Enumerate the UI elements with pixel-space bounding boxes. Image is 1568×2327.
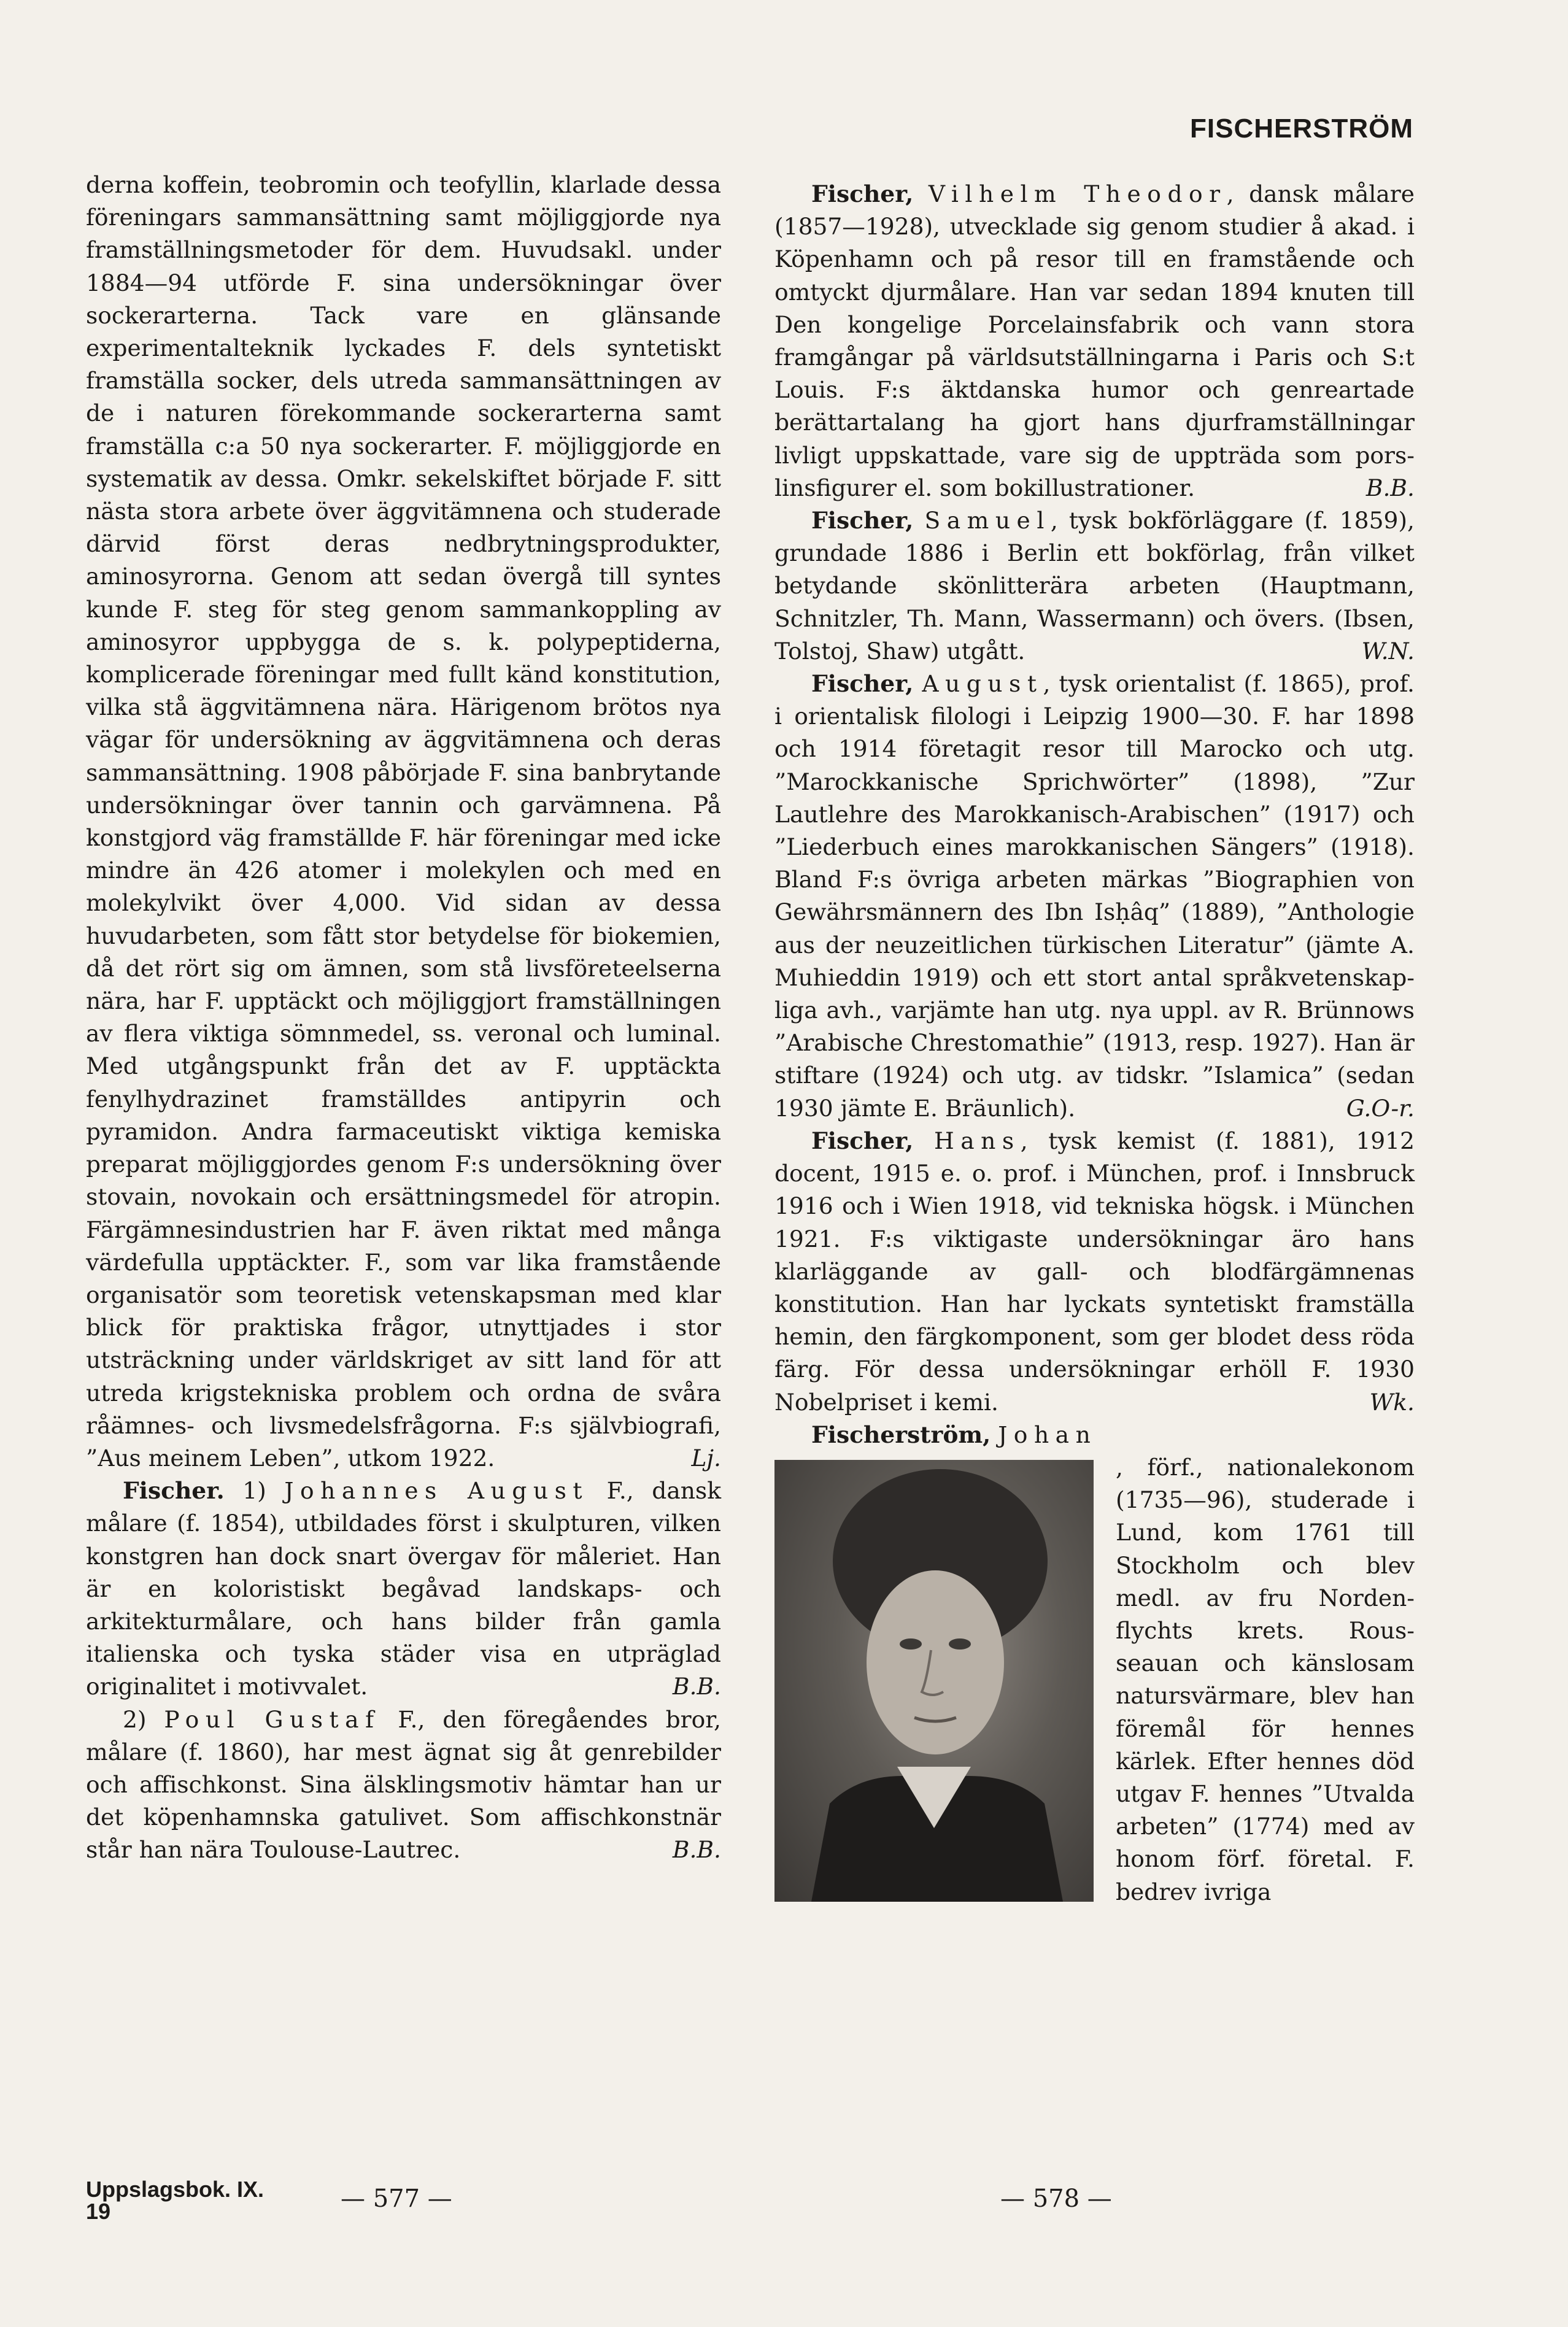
entry-forename: Johan: [998, 1421, 1097, 1448]
entry-fischerstrom-johan: [774, 1419, 1415, 1908]
entry-fischer-hans: [774, 1125, 1415, 1419]
author-signature: B.B.: [1365, 474, 1415, 501]
portrait-drawing: [774, 1460, 1094, 1902]
entry-fischer-august: [774, 668, 1415, 1125]
entry-headword: Fischer,: [811, 1127, 914, 1154]
entry-headword: Fischer,: [811, 180, 914, 207]
entry-headword: Fischer.: [123, 1477, 225, 1505]
entry-fischer-samuel: [774, 504, 1415, 668]
entry-text: , tysk bokförläggare (f. 1859), grundade 1886 i Berlin ett bokförlag, från vilket betydande skönlitterära arbeten (Hauptmann, Schnitzler, Th. Mann, Wassermann) och övers. (Ibsen, Tolstoj, Shaw) utgått.: [774, 507, 1415, 665]
entry-text: , förf., nationalekonom (1735—96), studerade i Lund, kom 1761 till Stockholm och blev medl. av fru Nordenflychts krets. Rousseauan och känslosam natursvärmare, blev han föremål för hennes kärlek. Efter hennes död utgav F. hennes ”Utvalda arbeten” (1774) med av honom förf. företal. F. bedrev ivriga: [1116, 1453, 1415, 1905]
author-signature: B.B.: [672, 1673, 721, 1700]
author-signature: Wk.: [1369, 1388, 1415, 1416]
entry-forename: August: [922, 670, 1043, 698]
entry-fischer-poul: [86, 1704, 721, 1867]
page-number-left: — 577 —: [341, 2185, 452, 2213]
entry-text: F., dansk målare (f. 1854), utbildades först i skulpturen, vilken konstgren han dock snart övergav för måleriet. Han är en koloristiskt begåvad landskaps- och arkitekturmålare, och hans bilder från gamla italienska och tyska städer visa en utpräglad originalitet i motivvalet.: [86, 1477, 721, 1700]
running-head: FISCHERSTRÖM: [1190, 114, 1413, 144]
entry-fischer-vilhelm: [774, 178, 1415, 504]
article-continuation: [86, 169, 721, 1475]
right-column: [774, 178, 1415, 1908]
entry-fischer-johannes: [86, 1475, 721, 1703]
book-volume: Uppslagsbok. IX.: [86, 2177, 265, 2202]
entry-headword: Fischerström,: [811, 1421, 991, 1448]
entry-headword: Fischer,: [811, 507, 914, 534]
entry-number: 1): [242, 1477, 266, 1505]
portrait-image: [774, 1460, 1094, 1902]
entry-forename: Johannes August: [284, 1477, 589, 1505]
entry-forename: Hans: [933, 1127, 1021, 1154]
author-signature: Lj.: [691, 1444, 721, 1472]
portrait-left-eye: [900, 1638, 922, 1650]
entry-forename: Poul Gustaf: [164, 1705, 380, 1733]
footer-book-info: [86, 2178, 264, 2223]
portrait-face: [867, 1570, 1004, 1754]
entry-forename: Vilhelm Theodor: [928, 180, 1227, 207]
entry-forename: Samuel: [924, 507, 1051, 534]
entry-text: , tysk orientalist (f. 1865), prof. i orientalisk filologi i Leipzig 1900—30. F. har 1898 och 1914 företagit resor till Marocko och utg. ”Marockkanische Sprichwörter” (1898), ”Zur Lautlehre des Marokkanisch-Arabischen” (1917) och ”Liederbuch eines marokkanischen Sängers” (1918). Bland F:s övriga arbeten märkas ”Biographien von Gewährsmännern des Ibn Isḥâq” (1889), ”Anthologie aus der neuzeitlichen türkischen Literatur” (jämte A. Muhieddin 1919) och ett stort antal språkvetenskapliga avh., varjämte han utg. nya uppl. av R. Brünnows ”Arabische Chrestomathie” (1913, resp. 1927). Han är stiftare (1924) och utg. av tidskr. ”Islamica” (sedan 1930 jämte E. Bräunlich).: [774, 670, 1415, 1122]
author-signature: G.O-r.: [1346, 1094, 1415, 1122]
author-signature: W.N.: [1361, 637, 1415, 665]
entry-text: , tysk kemist (f. 1881), 1912 docent, 1915 e. o. prof. i München, prof. i Innsbruck 1916 och i Wien 1918, vid tekniska högsk. i München 1921. F:s viktigaste undersökningar äro hans klarläggande av gall- och blodfärgämnenas konstitution. Han har lyckats syntetiskt framställa hemin, den färgkomponent, som ger blodet dess röda färg. För dessa undersökningar erhöll F. 1930 Nobelpriset i kemi.: [774, 1127, 1415, 1416]
left-column: [86, 169, 721, 1867]
entry-text: F., den föregåendes bror, målare (f. 1860), har mest ägnat sig åt genrebilder och affischkonst. Sina älsklingsmotiv hämtar han ur det köpenhamnska gatulivet. Som affischkonstnär står han nära Toulouse-Lautrec.: [86, 1705, 721, 1864]
entry-number: 2): [123, 1705, 147, 1733]
article-text: derna koffein, teobromin och teofyllin, klarlade dessa föreningars sammansättning samt möjliggjorde nya framställningsmetoder för dem. Huvudsakl. under 1884—94 utförde F. sina undersökningar över sockerarterna. Tack vare en glänsande experimentalteknik lyckades F. dels syntetiskt framställa socker, dels utreda sammansättningen av de i naturen förekommande sockerarterna samt framställa c:a 50 nya sockerarter. F. möjliggjorde en systematik av dessa. Omkr. sekelskiftet började F. sitt nästa stora arbete över äggvitämnena och studerade därvid först deras nedbrytningsprodukter, aminosyrorna. Genom att sedan övergå till syntes kunde F. steg för steg genom sammankoppling av aminosyror uppbygga de s. k. polypeptiderna, komplicerade föreningar med fullt känd konstitution, vilka stå äggvitämnena nära. Härigenom brötos nya vägar för undersökning av äggvitämnena och deras sammansättning. 1908 påbörjade F. sina banbrytande undersökningar över tannin och garvämnena. På konstgjord väg framställde F. här föreningar med icke mindre än 426 atomer i molekylen och med en molekylvikt över 4,000. Vid sidan av dessa huvudarbeten, som fått stor betydelse för biokemien, då det rört sig om ämnen, som stå livsföreteelserna nära, har F. upptäckt och möjliggjort framställningen av flera viktiga sömnmedel, ss. veronal och luminal. Med utgångspunkt från det av F. upptäckta fenylhydrazinet framställdes antipyrin och pyramidon. Andra farmaceutiskt viktiga kemiska preparat möjliggjordes genom F:s undersökning över stovain, novokain och ersättningsmedel för atropin. Färgämnesindustrien har F. även riktat med många värdefulla upptäckter. F., som var lika framstående organisatör som teoretisk vetenskapsman med klar blick för praktiska frågor, utnyttjades i stor utsträckning under världskriget av sitt land för att utreda krigstekniska problem och ordna de svåra råämnes- och livsmedelsfrågorna. F:s självbiografi, ”Aus meinem Leben”, utkom 1922.: [86, 171, 721, 1472]
entry-text: , dansk målare (1857—1928), utvecklade sig genom studier å akad. i Köpenhamn och på resor till en framstående och omtyckt djurmålare. Han var sedan 1894 knuten till Den kongelige Porcelainsfabrik och vann stora framgångar på världsutställningarna i Paris och S:t Louis. F:s äktdanska humor och genreartade berättartalang ha gjort hans djurframställningar livligt uppskattade, vare sig de uppträda som porslinsfigurer el. som bokillustrationer.: [774, 180, 1415, 501]
page-number-right: — 578 —: [1000, 2185, 1112, 2213]
portrait-right-eye: [949, 1638, 971, 1650]
entry-headword: Fischer,: [811, 670, 914, 698]
author-signature: B.B.: [672, 1836, 721, 1864]
signature-mark: 19: [86, 2199, 111, 2224]
